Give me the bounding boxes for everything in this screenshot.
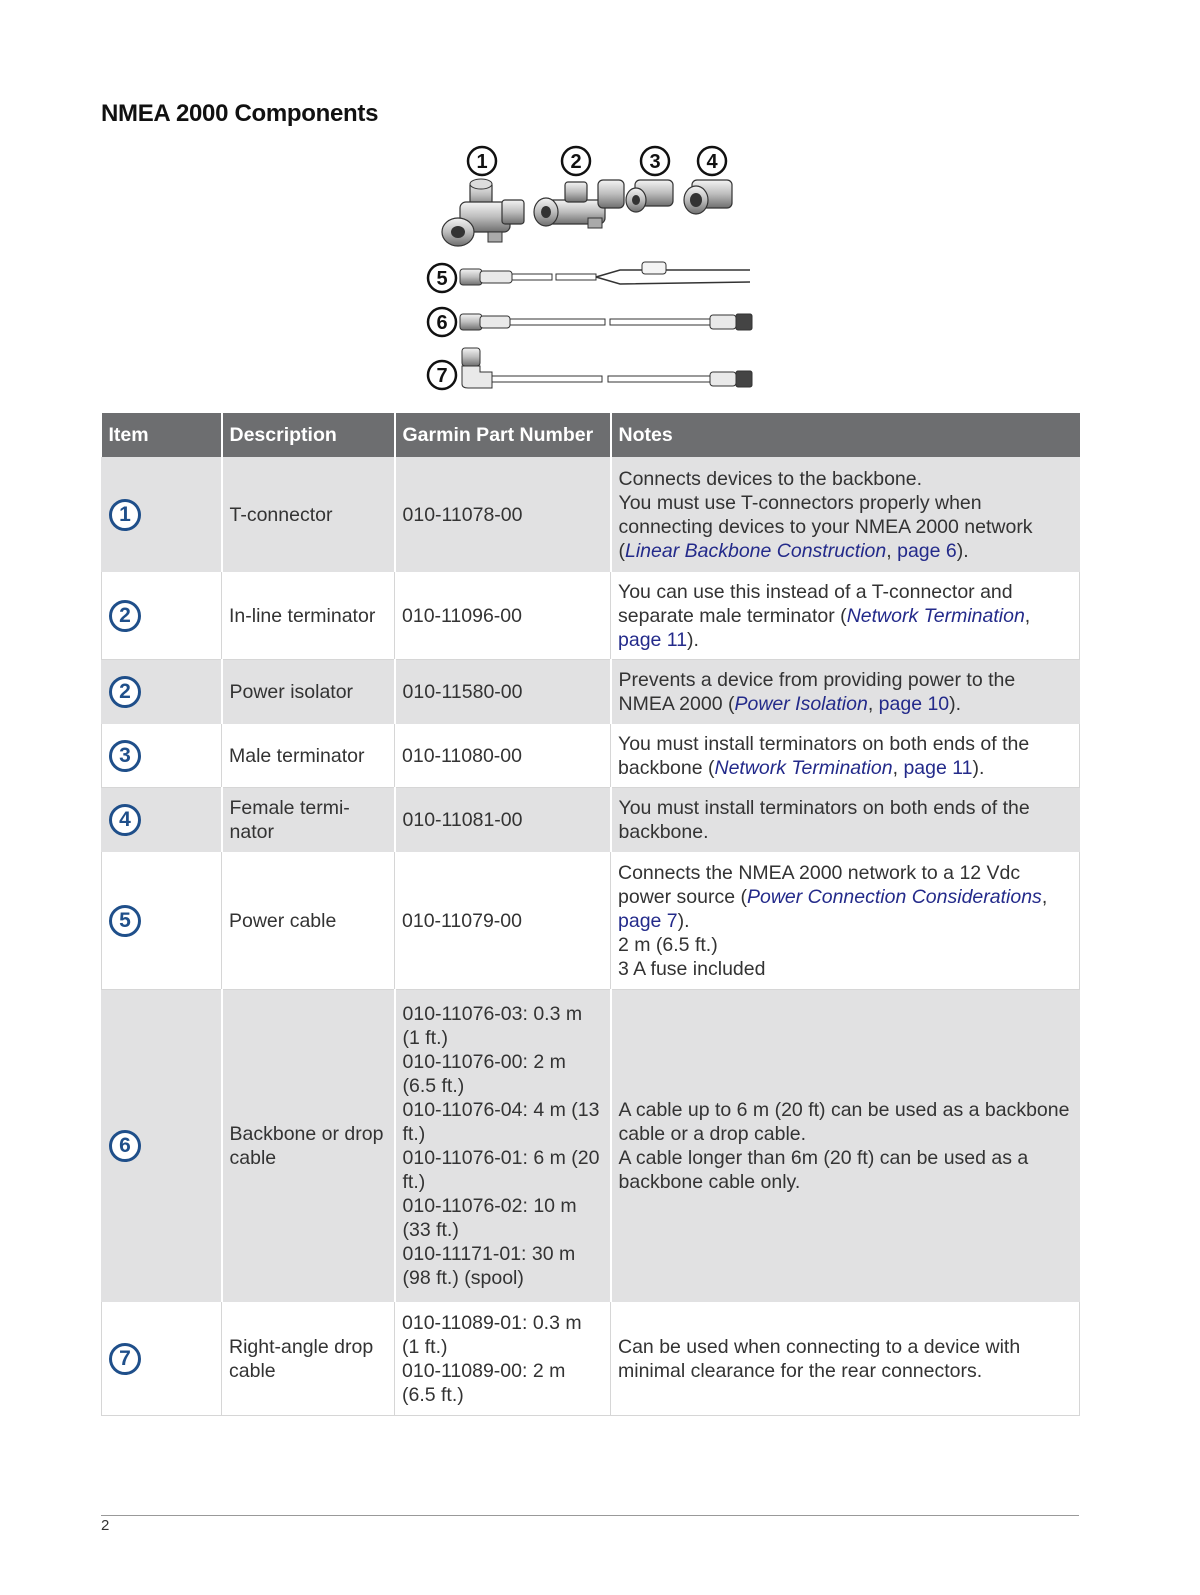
part-number: 010-11076-02: 10 m (33 ft.) <box>402 1194 577 1241</box>
table-row <box>102 990 1080 1302</box>
part-number-cell <box>395 852 611 990</box>
note-text-end: ). <box>687 628 699 651</box>
notes-cell <box>611 724 1080 788</box>
item-cell <box>102 1302 222 1416</box>
footer-rule <box>101 1515 1079 1516</box>
note-text-end: ). <box>972 756 985 779</box>
note-text-end: ). <box>677 909 690 932</box>
item-number-badge: 3 <box>109 740 141 772</box>
page-reference-link[interactable]: page 11 <box>618 628 688 651</box>
part-number-cell <box>395 660 611 724</box>
cross-reference-link[interactable]: Linear Backbone Construction <box>625 539 887 562</box>
table-header-row <box>102 413 1080 458</box>
note-text-end: ). <box>956 539 969 562</box>
item-cell <box>102 788 222 852</box>
page-number: 2 <box>101 1517 110 1534</box>
part-number-cell <box>395 990 611 1302</box>
part-number: 010-11580-00 <box>402 680 523 703</box>
item-cell <box>102 660 222 724</box>
item-number-badge: 4 <box>109 804 141 836</box>
note-text: A cable longer than 6m (20 ft) can be used as a backbone cable only. <box>618 1146 1029 1193</box>
notes-cell <box>611 990 1080 1302</box>
power-cable-drawing <box>460 262 750 285</box>
page-reference-link[interactable]: page 11 <box>903 756 973 779</box>
item-number-badge: 2 <box>109 676 141 708</box>
cross-reference-link[interactable]: Power Isolation <box>734 692 868 715</box>
t-connector-drawing <box>442 179 524 246</box>
part-number: 010-11089-00: 2 m (6.5 ft.) <box>402 1359 566 1406</box>
description-cell: In-line terminator <box>222 572 395 660</box>
part-number-cell <box>395 788 611 852</box>
callout-6: 6 <box>436 312 448 334</box>
description-cell: Female termi-nator <box>222 788 395 852</box>
callout-1: 1 <box>476 151 488 173</box>
male-terminator-drawing <box>626 180 673 212</box>
callout-3: 3 <box>649 151 661 173</box>
notes-cell <box>611 788 1080 852</box>
right-angle-cable-drawing <box>462 348 752 388</box>
description-cell: Right-angle drop cable <box>222 1302 395 1416</box>
cross-reference-link[interactable]: Network Termination <box>846 604 1025 627</box>
part-number: 010-11078-00 <box>402 503 523 526</box>
note-text: Connects devices to the backbone. <box>618 467 923 490</box>
female-terminator-drawing <box>684 180 732 214</box>
callout-2: 2 <box>570 151 582 173</box>
notes-cell <box>611 660 1080 724</box>
note-text: Can be used when connecting to a device with minimal clearance for the rear connectors. <box>618 1335 1021 1382</box>
table-row <box>102 788 1080 852</box>
item-cell <box>102 990 222 1302</box>
part-number-cell <box>395 572 611 660</box>
callout-4: 4 <box>706 151 718 173</box>
note-text: Prevents a device from providing power to the NMEA 2000 ( <box>618 668 1016 715</box>
table-row <box>102 660 1080 724</box>
note-text: You must install terminators on both ends of the backbone ( <box>618 732 1030 779</box>
table-row <box>102 572 1080 660</box>
note-text: You must use T-connectors properly when connecting devices to your NMEA 2000 network ( <box>618 491 1033 562</box>
note-text-with-link: You must use T-connectors properly when connecting devices to your NMEA 2000 network (Linear Backbone Construction, page 6). <box>618 491 1033 562</box>
part-number: 010-11079-00 <box>402 909 522 932</box>
part-number: 010-11076-03: 0.3 m (1 ft.) <box>402 1002 583 1049</box>
part-number: 010-11076-01: 6 m (20 ft.) <box>402 1146 600 1193</box>
components-illustration <box>420 140 780 400</box>
part-number: 010-11080-00 <box>402 744 522 767</box>
table-row <box>102 1302 1080 1416</box>
cross-reference-link[interactable]: Power Connection Considerations <box>746 885 1042 908</box>
part-number: 010-11171-01: 30 m (98 ft.) (spool) <box>402 1242 576 1289</box>
item-number-badge: 1 <box>109 499 141 531</box>
callout-7: 7 <box>436 365 448 387</box>
part-number: 010-11089-01: 0.3 m (1 ft.) <box>402 1311 582 1358</box>
note-text: 3 A fuse included <box>618 957 766 980</box>
page-reference-link[interactable]: page 10 <box>878 692 950 715</box>
table-row <box>102 852 1080 990</box>
description-cell: Backbone or drop cable <box>222 990 395 1302</box>
description-cell: Power isolator <box>222 660 395 724</box>
note-text: Connects the NMEA 2000 network to a 12 Vdc power source ( <box>618 861 1021 908</box>
header-description: Description <box>222 413 395 458</box>
page-reference-link[interactable]: page 7 <box>618 909 678 932</box>
page-reference-link[interactable]: page 6 <box>897 539 957 562</box>
note-text-with-link: Prevents a device from providing power to the NMEA 2000 (Power Isolation, page 10). <box>618 668 1016 715</box>
part-number: 010-11076-04: 4 m (13 ft.) <box>402 1098 600 1145</box>
backbone-cable-drawing <box>460 314 752 330</box>
note-text-with-link: Connects the NMEA 2000 network to a 12 Vdc power source (Power Connection Considerations, page 7). <box>618 861 1048 932</box>
part-number: 010-11096-00 <box>402 604 522 627</box>
header-item: Item <box>102 413 222 458</box>
table-row <box>102 724 1080 788</box>
item-cell <box>102 852 222 990</box>
note-text-end: ). <box>949 692 962 715</box>
note-text: You must install terminators on both ends of the backbone. <box>618 796 1030 843</box>
header-notes: Notes <box>611 413 1080 458</box>
item-number-badge: 7 <box>109 1343 141 1375</box>
item-cell <box>102 724 222 788</box>
table-row <box>102 458 1080 572</box>
part-number: 010-11081-00 <box>402 808 523 831</box>
notes-cell <box>611 458 1080 572</box>
notes-cell <box>611 852 1080 990</box>
description-cell: Power cable <box>222 852 395 990</box>
callout-5: 5 <box>436 268 448 290</box>
header-part-number: Garmin Part Number <box>395 413 611 458</box>
note-text: A cable up to 6 m (20 ft) can be used as a backbone cable or a drop cable. <box>618 1098 1070 1145</box>
part-number-cell <box>395 1302 611 1416</box>
item-cell <box>102 458 222 572</box>
note-text: 2 m (6.5 ft.) <box>618 933 718 956</box>
note-text-with-link: You can use this instead of a T-connector and separate male terminator (Network Termination, page 11). <box>618 580 1031 651</box>
description-cell: Male terminator <box>222 724 395 788</box>
page-title: NMEA 2000 Components <box>101 100 379 127</box>
note-text: You can use this instead of a T-connector and separate male terminator ( <box>618 580 1013 627</box>
part-number: 010-11076-00: 2 m (6.5 ft.) <box>402 1050 566 1097</box>
notes-cell <box>611 1302 1080 1416</box>
item-number-badge: 5 <box>109 905 141 937</box>
item-cell <box>102 572 222 660</box>
notes-cell <box>611 572 1080 660</box>
item-number-badge: 6 <box>109 1130 141 1162</box>
part-number-cell <box>395 458 611 572</box>
note-text-with-link: You must install terminators on both ends of the backbone (Network Termination, page 11). <box>618 732 1030 779</box>
inline-terminator-drawing <box>534 180 624 228</box>
cross-reference-link[interactable]: Network Termination <box>714 756 893 779</box>
description-cell: T-connector <box>222 458 395 572</box>
components-table <box>101 413 1080 1416</box>
item-number-badge: 2 <box>109 600 141 632</box>
part-number-cell <box>395 724 611 788</box>
